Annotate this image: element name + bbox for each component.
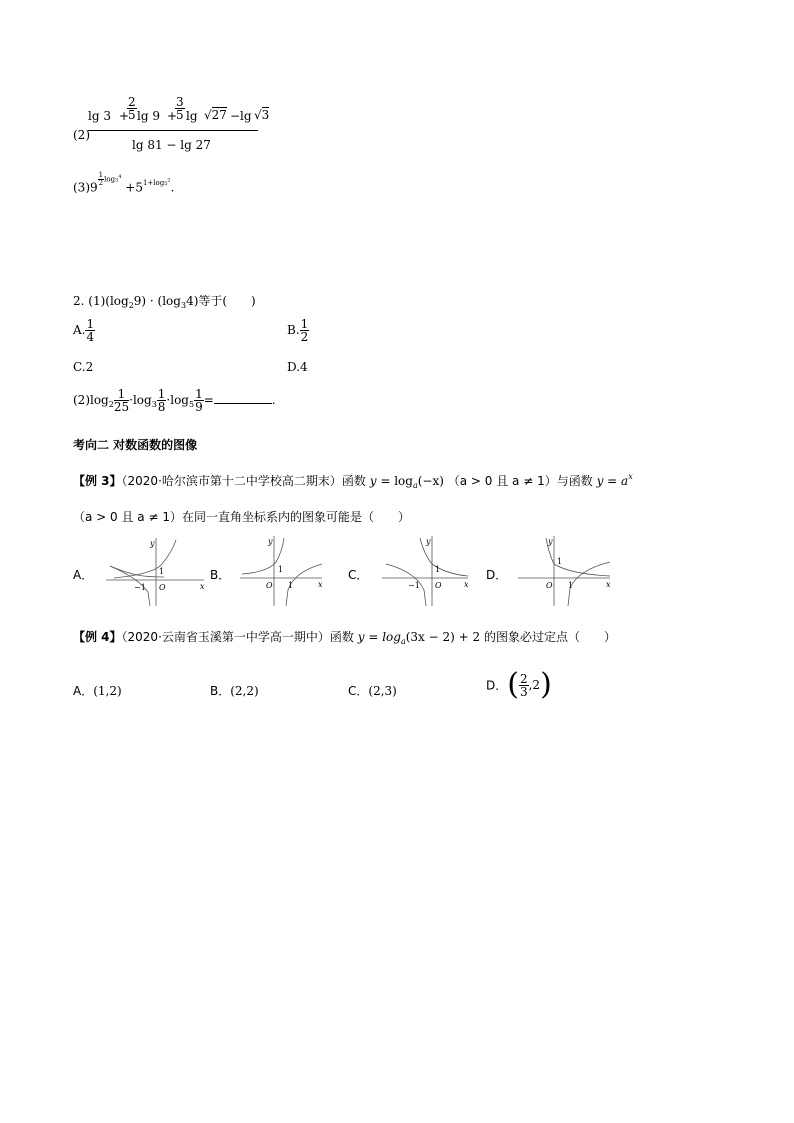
- label-o: O: [159, 583, 166, 592]
- sqrt-3: √3: [254, 108, 270, 122]
- curve-log: [386, 564, 426, 606]
- graph-option-d[interactable]: [516, 534, 612, 608]
- q1-3-expression: (3)9 $\frac{1}{2}$ $\log 3^4 +5^{1+log5^2}$.: [73, 171, 175, 195]
- fraction-1-8: $\frac{1}{8}$: [157, 387, 166, 414]
- q1-2-numerator: [88, 95, 270, 131]
- ex3-option-d-label[interactable]: D．: [486, 568, 508, 582]
- label-x: x: [318, 580, 323, 589]
- label-y: y: [548, 537, 553, 546]
- label-neg1: −1: [408, 581, 420, 590]
- plus-2: +: [167, 109, 178, 123]
- graph-option-b[interactable]: [238, 534, 326, 608]
- fraction-1-25: $\frac{1}{25}$: [113, 387, 130, 414]
- exponent-1: $\frac{1}{2}$ $\log 3^4$: [98, 171, 122, 187]
- ex3-line2: （a > 0 且 a ≠ 1）在同一直角坐标系内的图象可能是（ ）: [73, 510, 410, 524]
- lg9: lg 9: [137, 109, 160, 123]
- label-o: O: [266, 581, 273, 590]
- label-neg1: −1: [134, 583, 146, 592]
- label-o: O: [435, 581, 442, 590]
- label-1b: 1: [288, 581, 294, 590]
- fraction-3-5: $\frac{3}{5}$: [176, 95, 184, 122]
- minus: −: [230, 109, 241, 123]
- fraction-2-5: $\frac{2}{5}$: [128, 95, 136, 122]
- plus-1: +: [119, 109, 130, 123]
- q2-option-a[interactable]: A. $\frac{1}{4}$: [73, 317, 95, 344]
- label-1b: 1: [568, 581, 574, 590]
- ex4-option-b[interactable]: B．(2,2): [210, 684, 259, 698]
- label-y: y: [150, 539, 155, 548]
- q2-stem: 2. $(1)(\log_29) \cdot (\log_34)$等于( ): [73, 294, 256, 310]
- curve-exp: [546, 538, 610, 576]
- ex3-option-c-label[interactable]: C．: [348, 568, 369, 582]
- ex3-option-a-label[interactable]: A．: [73, 568, 94, 582]
- section-heading: 考向二 对数函数的图像: [73, 438, 198, 452]
- ex4-option-c[interactable]: C．(2,3): [348, 684, 397, 698]
- q2-option-c[interactable]: C.2: [73, 360, 94, 374]
- ex4-option-a[interactable]: A．(1,2): [73, 684, 122, 698]
- q2-option-b[interactable]: B. $\frac{1}{2}$: [287, 317, 309, 344]
- label-1: 1: [557, 557, 563, 566]
- ex4-option-d[interactable]: D．( $\frac{2}{3}$ ,2): [486, 667, 552, 702]
- label-x: x: [464, 580, 469, 589]
- label-x: x: [200, 582, 205, 591]
- lg3: lg 3: [88, 109, 111, 123]
- ex4-line1: 【例 4】（2020·云南省玉溪第一中学高一期中）函数 $y = \log_a(3x - 2) + 2$ 的图象必过定点（ ）: [73, 630, 616, 646]
- fraction-1-4: $\frac{1}{4}$: [86, 317, 95, 344]
- q1-2-denominator: lg 81 − lg 27: [132, 138, 211, 152]
- label-1: 1: [159, 567, 165, 576]
- answer-blank[interactable]: [214, 393, 272, 404]
- label-y: y: [268, 537, 273, 546]
- lg-text: lg: [186, 109, 198, 123]
- lg-text-2: lg: [240, 109, 252, 123]
- label-y: y: [426, 537, 431, 546]
- sqrt-27: √27: [204, 108, 227, 122]
- fraction-2-3: $\frac{2}{3}$: [519, 671, 528, 699]
- label-x: x: [606, 580, 611, 589]
- q1-2-label: (2): [73, 128, 90, 142]
- fraction-1-9: $\frac{1}{9}$: [195, 387, 203, 414]
- label-1: 1: [435, 565, 441, 574]
- fraction-1-2: $\frac{1}{2}$: [300, 317, 309, 344]
- graph-option-c[interactable]: [380, 534, 470, 608]
- q2-option-d[interactable]: D.4: [287, 360, 308, 374]
- label-1: 1: [278, 565, 284, 574]
- curve-log: [568, 562, 610, 606]
- graph-option-a[interactable]: [104, 536, 208, 608]
- ex3-line1: 【例 3】（2020·哈尔滨市第十二中学校高二期末）函数 $y = \log_a(-x) (a > 0$ 且 a ≠ 1）与函数 $y = a^x$: [73, 472, 633, 490]
- ex3-option-b-label[interactable]: B．: [210, 568, 231, 582]
- q2-part2: $(2)\log_2$ $\frac{1}{25}$ $\cdot\log_3$ $\frac{1}{8}$ $\cdot\log_5$ $\frac{1}{9}$ = .: [73, 387, 276, 414]
- label-o: O: [546, 581, 553, 590]
- exponent-2: 1+log52: [142, 177, 171, 187]
